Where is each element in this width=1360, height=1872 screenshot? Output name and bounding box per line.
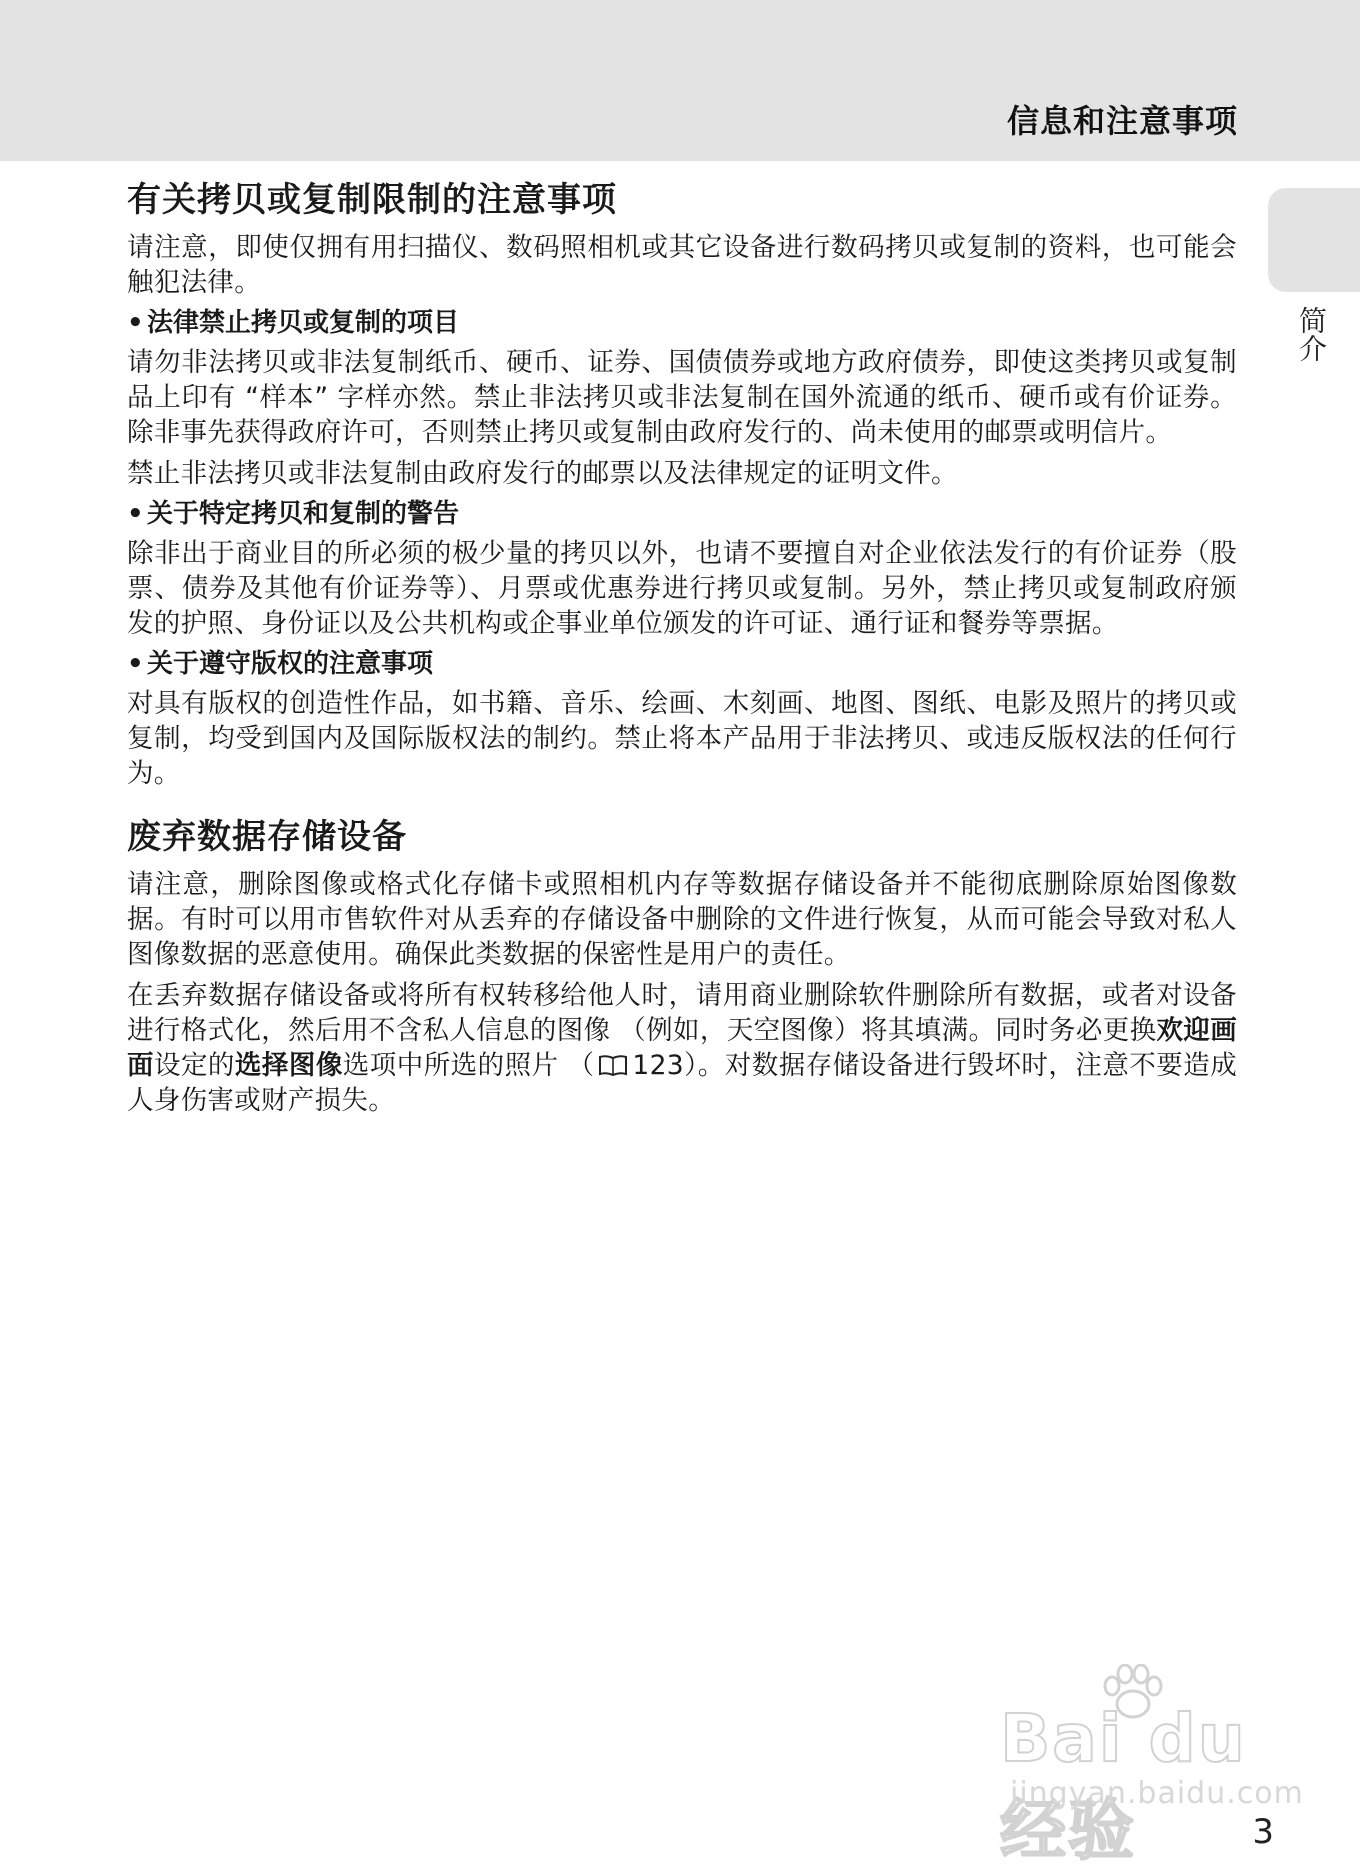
bullet-dot: • xyxy=(127,308,144,338)
para2-part4: ）。对数据存储设备进行毁坏时，注意不要造成人身伤害或财产损失。 xyxy=(127,1050,1238,1116)
para2-part1: 在丢弃数据存储设备或将所有权转移给他人时，请用商业删除软件删除所有数据，或者对设备进行格式化，然后用不含私人信息的图像 （例如，天空图像）将其填满。同时务必更换 xyxy=(127,980,1237,1046)
baidu-watermark xyxy=(1000,1660,1304,1869)
section2-para2 xyxy=(127,978,1237,1118)
bullet3-title: 关于遵守版权的注意事项 xyxy=(147,649,434,679)
header-bar xyxy=(0,0,1360,161)
section2-para1: 请注意，删除图像或格式化存储卡或照相机内存等数据存储设备并不能彻底删除原始图像数据。有时可以用市售软件对从丢弃的存储设备中删除的文件进行恢复，从而可能会导致对私人图像数据的恶意使用。确保此类数据的保密性是用户的责任。 xyxy=(127,869,1237,970)
bullet3-heading xyxy=(127,647,1237,682)
side-tab xyxy=(1268,188,1360,292)
bullet2-heading xyxy=(127,497,1237,532)
welcome-screen-term: 欢迎画面 xyxy=(127,1015,1238,1081)
book-icon xyxy=(598,1054,628,1076)
bullet-dot: • xyxy=(127,499,144,529)
side-tab-label: 简介 xyxy=(1295,306,1328,362)
header-title: 信息和注意事项 xyxy=(1006,102,1238,140)
bullet1-title: 法律禁止拷贝或复制的项目 xyxy=(147,308,460,338)
watermark-url: jingyan.baidu.com xyxy=(1010,1776,1304,1811)
bullet1-text: 请勿非法拷贝或非法复制纸币、硬币、证券、国债债券或地方政府债券，即使这类拷贝或复制品上印有 “样本” 字样亦然。禁止非法拷贝或非法复制在国外流通的纸币、硬币或有价证券。除非事先获得政府许可，否则禁止拷贝或复制由政府发行的、尚未使用的邮票或明信片。 xyxy=(127,347,1237,448)
bullet3-text: 对具有版权的创造性作品，如书籍、音乐、绘画、木刻画、地图、图纸、电影及照片的拷贝或复制，均受到国内及国际版权法的制约。禁止将本产品用于非法拷贝、或违反版权法的任何行为。 xyxy=(127,688,1237,789)
para2-part3: 选项中所选的照片 （ xyxy=(342,1050,595,1081)
bullet-dot: • xyxy=(127,649,144,679)
bullet1-text2: 禁止非法拷贝或非法复制由政府发行的邮票以及法律规定的证明文件。 xyxy=(127,458,958,489)
section1-intro: 请注意，即使仅拥有用扫描仪、数码照相机或其它设备进行数码拷贝或复制的资料，也可能会触犯法律。 xyxy=(127,232,1237,298)
bullet1-heading xyxy=(127,306,1237,341)
page-content xyxy=(127,176,1237,1124)
bullet2-title: 关于特定拷贝和复制的警告 xyxy=(147,499,460,529)
watermark-brand: Bai du 经验 xyxy=(1000,1700,1247,1869)
para2-part2: 设定的 xyxy=(153,1050,235,1081)
bullet2-text: 除非出于商业目的所必须的极少量的拷贝以外，也请不要擅自对企业依法发行的有价证券（股票、债券及其他有价证券等）、月票或优惠券进行拷贝或复制。另外，禁止拷贝或复制政府颁发的护照、身份证以及公共机构或企事业单位颁发的许可证、通行证和餐券等票据。 xyxy=(127,538,1237,639)
section1-title: 有关拷贝或复制限制的注意事项 xyxy=(127,180,617,220)
page-reference: 123 xyxy=(632,1050,684,1081)
section2-title: 废弃数据存储设备 xyxy=(127,817,407,857)
page-number: 3 xyxy=(1252,1812,1274,1852)
select-image-term: 选择图像 xyxy=(234,1050,343,1081)
